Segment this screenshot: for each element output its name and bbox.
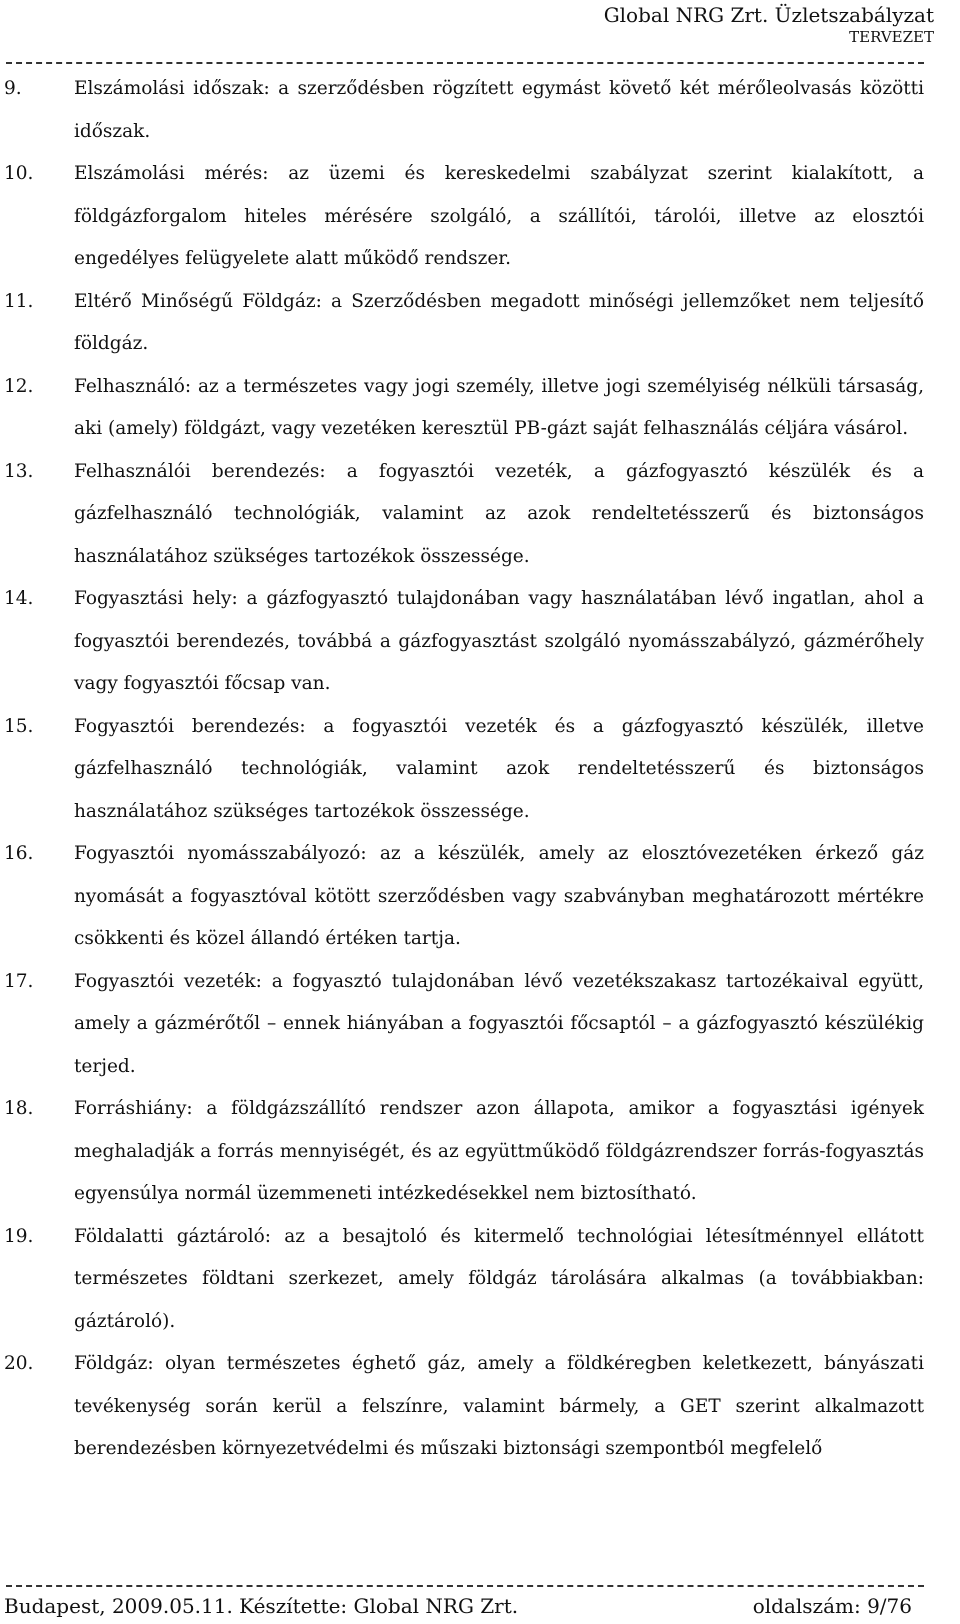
definition-number: 16. <box>4 843 34 864</box>
definition-text: Felhasználói berendezés: a fogyasztói vezeték, a gázfogyasztó készülék és a gázfelhasználó technológiák, valamint az azok rendeltetésszerű és biztonságos használatához szükséges tartozékok összessége. <box>74 460 924 567</box>
definition-number: 9. <box>4 78 22 99</box>
definition-item <box>0 961 960 1089</box>
definition-text: Eltérő Minőségű Földgáz: a Szerződésben megadott minőségi jellemzőket nem teljesítő földgáz. <box>74 290 924 354</box>
definition-item <box>0 1088 960 1216</box>
definition-item <box>0 1343 960 1471</box>
definition-text: Fogyasztói vezeték: a fogyasztó tulajdonában lévő vezetékszakasz tartozékaival együtt, amely a gázmérőtől – ennek hiányában a fogyasztói főcsaptól – a gázfogyasztó készülékig terjed. <box>74 970 924 1077</box>
header-title: Global NRG Zrt. Üzletszabályzat <box>603 3 934 27</box>
definition-text: Fogyasztási hely: a gázfogyasztó tulajdonában vagy használatában lévő ingatlan, ahol a fogyasztói berendezés, továbbá a gázfogyasztást szolgáló nyomásszabályzó, gázmérőhely vagy fogyasztói főcsap van. <box>74 588 924 694</box>
definition-item <box>0 706 960 834</box>
definition-item <box>0 578 960 706</box>
definitions-list <box>0 68 960 1471</box>
definition-item <box>0 1216 960 1344</box>
definition-text: Forráshiány: a földgázszállító rendszer azon állapota, amikor a fogyasztási igények meghaladják a forrás mennyiségét, és az együttműködő földgázrendszer forrás-fogyasztás egyensúlya normál üzemmeneti intézkedésekkel nem biztosítható. <box>74 1098 924 1204</box>
page-number: oldalszám: 9/76 <box>752 1594 912 1618</box>
definition-text: Földgáz: olyan természetes éghető gáz, amely a földkéregben keletkezett, bányászati tevékenység során kerül a felszínre, valamint bármely, a GET szerint alkalmazott berendezésben környezetvédelmi és műszaki biztonsági szempontból megfelelő <box>74 1353 924 1459</box>
definition-number: 15. <box>4 715 34 737</box>
definition-number: 18. <box>4 1098 34 1119</box>
definition-item <box>0 281 960 366</box>
header-divider <box>6 62 924 64</box>
definition-text: Felhasználó: az a természetes vagy jogi személy, illetve jogi személyiség nélküli társaság, aki (amely) földgázt, vagy vezetéken keresztül PB-gázt saját felhasználás céljára vásárol. <box>74 375 924 439</box>
definition-number: 12. <box>4 375 34 397</box>
definition-number: 17. <box>4 970 34 992</box>
header-subtitle: TERVEZET <box>849 28 934 46</box>
definition-number: 11. <box>4 290 34 312</box>
definition-text: Fogyasztói nyomásszabályozó: az a készülék, amely az elosztóvezetéken érkező gáz nyomását a fogyasztóval kötött szerződésben vagy szabványban meghatározott mértékre csökkenti és közel állandó értéken tartja. <box>74 843 924 949</box>
definition-item <box>0 366 960 451</box>
definition-text: Elszámolási mérés: az üzemi és kereskedelmi szabályzat szerint kialakított, a földgázforgalom hiteles mérésére szolgáló, a szállítói, tárolói, illetve az elosztói engedélyes felügyelete alatt működő rendszer. <box>74 163 924 269</box>
definition-number: 14. <box>4 588 34 609</box>
definition-item <box>0 451 960 579</box>
page-header <box>604 2 934 46</box>
definition-text: Földalatti gáztároló: az a besajtoló és kitermelő technológiai létesítménnyel ellátott természetes földtani szerkezet, amely földgáz tárolására alkalmas (a továbbiakban: gáztároló). <box>74 1225 924 1332</box>
definition-text: Fogyasztói berendezés: a fogyasztói vezeték és a gázfogyasztó készülék, illetve gázfelhasználó technológiák, valamint azok rendeltetésszerű és biztonságos használatához szükséges tartozékok összessége. <box>74 715 924 822</box>
page-footer <box>4 1592 912 1620</box>
definition-number: 19. <box>4 1225 34 1247</box>
definition-text: Elszámolási időszak: a szerződésben rögzített egymást követő két mérőleolvasás közötti időszak. <box>74 78 924 142</box>
definition-item <box>0 833 960 961</box>
footer-place-date-author: Budapest, 2009.05.11. Készítette: Global NRG Zrt. <box>4 1594 519 1618</box>
footer-divider <box>6 1585 924 1587</box>
definition-number: 20. <box>4 1353 34 1374</box>
definition-item <box>0 153 960 281</box>
definition-item <box>0 68 960 153</box>
definition-number: 10. <box>4 163 34 184</box>
definition-number: 13. <box>4 460 34 482</box>
